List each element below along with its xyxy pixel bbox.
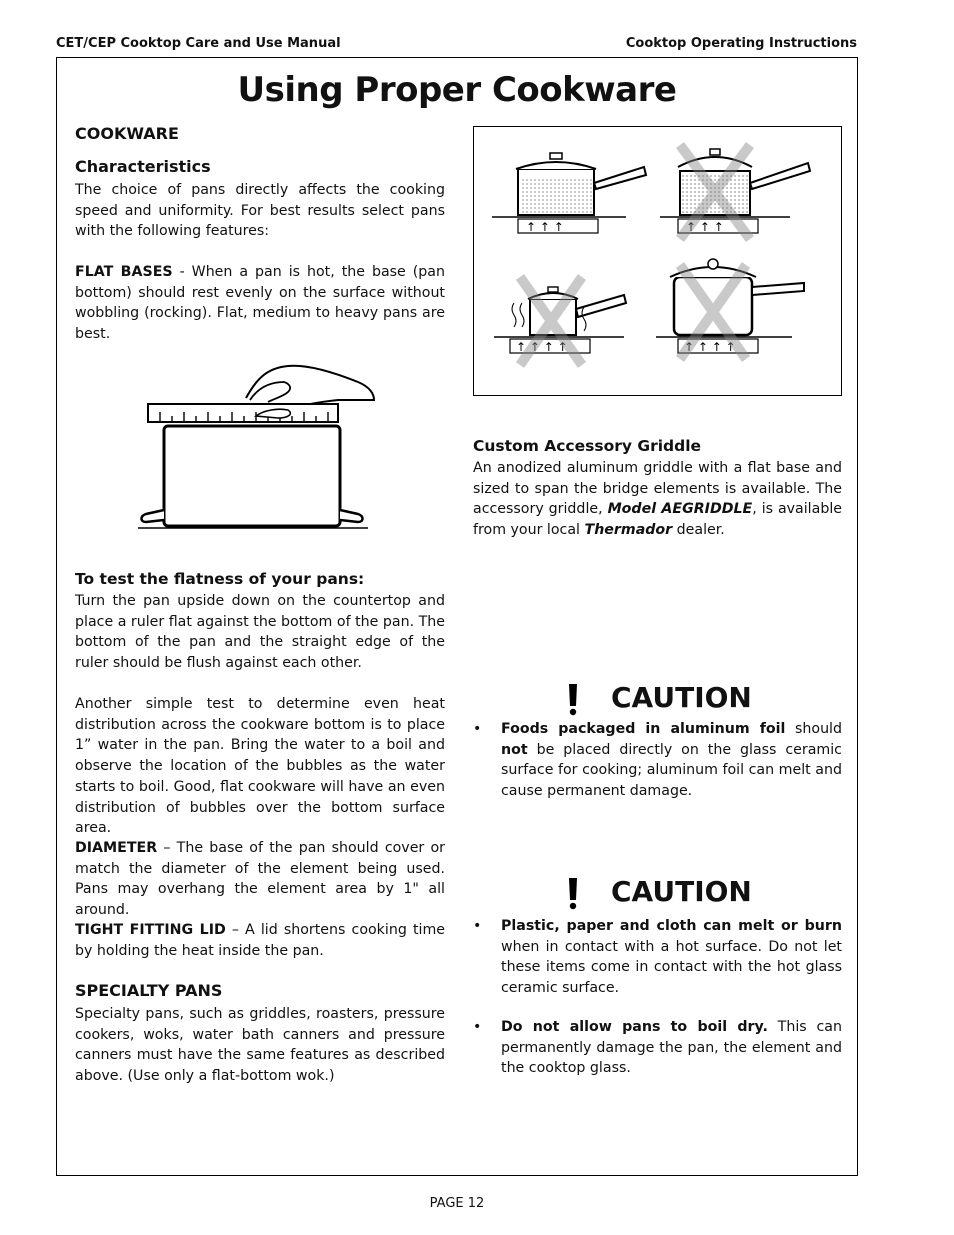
lid-paragraph <box>75 920 445 961</box>
specialty-heading: SPECIALTY PANS <box>75 981 223 1000</box>
caution-heading-2 <box>549 870 752 912</box>
caution-label-1: CAUTION <box>611 680 752 714</box>
griddle-heading: Custom Accessory Griddle <box>473 437 702 455</box>
griddle-brand: Thermador <box>584 522 673 539</box>
warning-triangle-icon <box>549 870 597 912</box>
caution-2-bullet-1 <box>473 916 842 999</box>
griddle-text-1: An anodized aluminum griddle with a flat base and sized to span the bridge elements is available. The accessory griddle, <box>473 460 842 518</box>
caution-1-not: not <box>501 741 528 758</box>
flat-bases-paragraph <box>75 262 445 345</box>
flatness-heading: To test the flatness of your pans: <box>75 570 365 588</box>
lid-label: TIGHT FITTING LID <box>75 922 226 938</box>
flat-bases-text: - When a pan is hot, the base (pan bottom) should rest evenly on the surface without wobbling (rocking). Flat, medium to heavy pans are best. <box>75 264 445 343</box>
bullet-marker: • <box>473 721 482 737</box>
pan-illustration <box>473 126 842 396</box>
flat-bases-label: FLAT BASES <box>75 264 173 280</box>
characteristics-heading: Characteristics <box>75 157 211 176</box>
svg-text:↑ ↑ ↑: ↑ ↑ ↑ <box>526 220 564 234</box>
page-title: Using Proper Cookware <box>237 70 677 110</box>
svg-text:↑ ↑ ↑ ↑: ↑ ↑ ↑ ↑ <box>516 340 568 354</box>
caution-1-text-2: be placed directly on the glass ceramic surface for cooking; aluminum foil can melt and cause permanent damage. <box>501 741 842 800</box>
caution-2-bold-1: Plastic, paper and cloth can melt or burn <box>501 918 842 934</box>
caution-1-bold: Foods packaged in aluminum foil <box>501 721 786 737</box>
griddle-model: Model AEGRIDDLE <box>607 501 753 518</box>
diameter-paragraph <box>75 838 445 921</box>
caution-2-text-1: when in contact with a hot surface. Do not let these items come in contact with the hot glass ceramic surface. <box>501 938 842 997</box>
page-number: PAGE 12 <box>429 1196 485 1211</box>
flatness-text: Turn the pan upside down on the countertop and place a ruler flat against the bottom of the pan. The bottom of the pan and the straight edge of the ruler should be flush against each other. <box>75 593 445 672</box>
ruler-test-illustration <box>138 360 378 535</box>
specialty-text: Specialty pans, such as griddles, roasters, pressure cookers, woks, water bath canners and pressure canners must have the same features as described above. (Use only a flat-bottom wok.) <box>75 1006 445 1085</box>
caution-1-bullet <box>473 719 842 802</box>
caution-2-bullet-2 <box>473 1017 842 1079</box>
diameter-text: – The base of the pan should cover or match the diameter of the element being used. Pans may overhang the element area by 1" all around. <box>75 840 445 919</box>
bullet-marker: • <box>473 918 482 934</box>
griddle-paragraph <box>473 458 842 541</box>
cookware-heading: COOKWARE <box>75 124 179 143</box>
caution-label-2: CAUTION <box>611 874 752 908</box>
section-title: Cooktop Operating Instructions <box>625 36 857 51</box>
lid-text: – A lid shortens cooking time by holding the heat inside the pan. <box>75 922 445 959</box>
diameter-label: DIAMETER <box>75 840 158 856</box>
caution-2-text-2: This can permanently damage the pan, the element and the cooktop glass. <box>501 1019 842 1077</box>
caution-2-bold-2: Do not allow pans to boil dry. <box>501 1019 768 1035</box>
svg-text:↑ ↑ ↑ ↑: ↑ ↑ ↑ ↑ <box>684 340 736 354</box>
characteristics-text: The choice of pans directly affects the cooking speed and uniformity. For best results select pans with the following features: <box>75 182 445 240</box>
manual-title: CET/CEP Cooktop Care and Use Manual <box>56 36 341 51</box>
warning-triangle-icon <box>549 676 597 718</box>
griddle-text-2: , is available from your local <box>473 501 842 539</box>
caution-1-text-1: should <box>785 721 843 737</box>
bullet-marker: • <box>473 1019 482 1035</box>
another-test-text: Another simple test to determine even heat distribution across the cookware bottom is to place 1” water in the pan. Bring the water to a boil and observe the location of the bubbles as the water starts to boil. Good, flat cookware will have an even distribution of bubbles over the bottom surface area. <box>75 696 445 837</box>
svg-text:↑ ↑ ↑: ↑ ↑ ↑ <box>686 220 724 234</box>
griddle-text-3: dealer. <box>672 522 725 539</box>
caution-heading-1 <box>549 676 752 718</box>
